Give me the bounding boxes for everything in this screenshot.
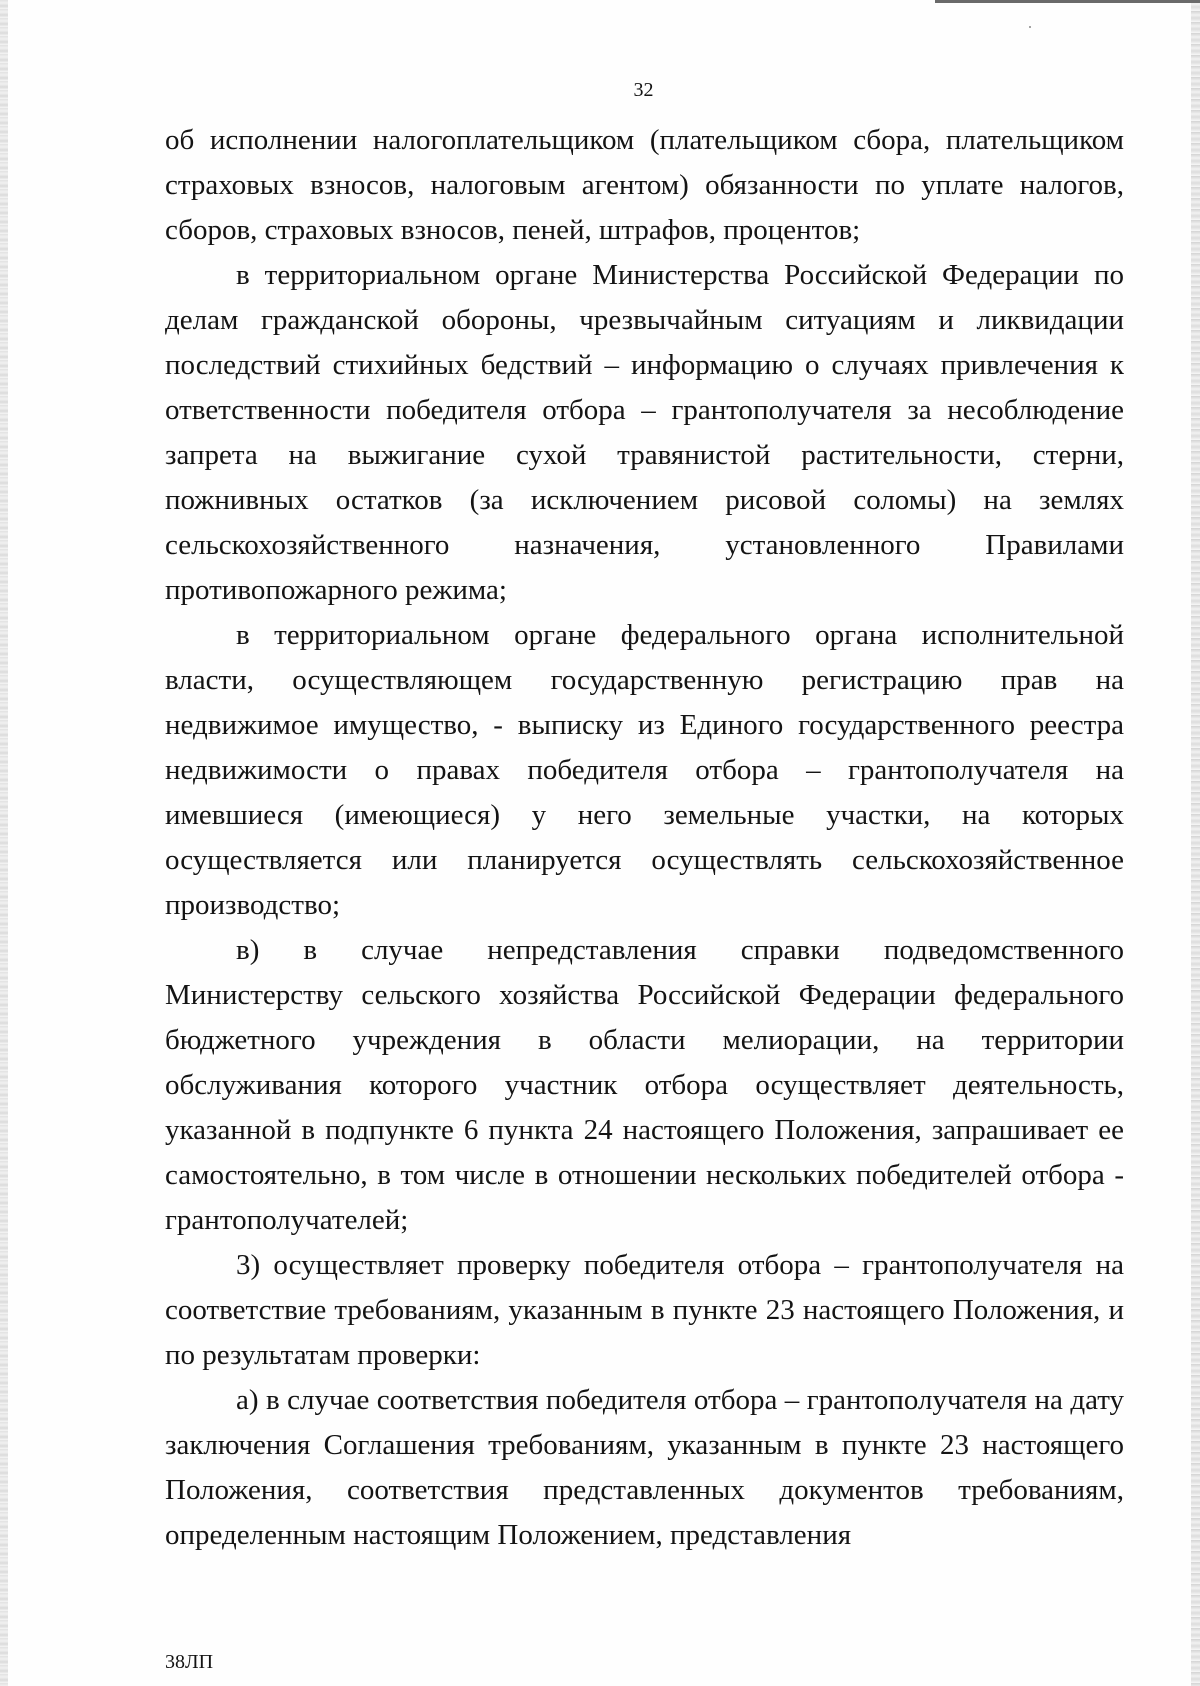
footer-code: 38ЛП [165,1651,214,1673]
paragraph-continuation: об исполнении налогоплательщиком (плательщиком сбора, плательщиком страховых взносов, налоговым агентом) обязанности по уплате налогов, сборов, страховых взносов, пеней, штрафов, процентов; [165,124,1124,246]
scan-speck [1029,26,1031,28]
paragraph-item-3: 3) осуществляет проверку победителя отбора – грантополучателя на соответствие требованиям, указанным в пункте 23 настоящего Положения, и по результатам проверки: [165,1249,1124,1371]
paragraph-emercom: в территориальном органе Министерства Российской Федерации по делам гражданской обороны, чрезвычайным ситуациям и ликвидации последствий стихийных бедствий – информацию о случаях привлечения к ответственности победителя отбора – грантополучателя за несоблюдение запрета на выжигание сухой травянистой растительности, стерни, пожнивных остатков (за исключением рисовой соломы) на землях сельскохозяйственного назначения, установленного Правилами противопожарного режима; [165,259,1124,606]
paragraph-item-a: а) в случае соответствия победителя отбора – грантополучателя на дату заключения Соглашения требованиям, указанным в пункте 23 настоящего Положения, соответствия представленных документов требованиям, определенным настоящим Положением, представления [165,1384,1124,1551]
scan-edge-right [1191,0,1200,1686]
paragraph-item-v: в) в случае непредставления справки подведомственного Министерству сельского хозяйства Российской Федерации федерального бюджетного учреждения в области мелиорации, на территории обслуживания которого участник отбора осуществляет деятельность, указанной в подпункте 6 пункта 24 настоящего Положения, запрашивает ее самостоятельно, в том числе в отношении нескольких победителей отбора - грантополучателей; [165,934,1124,1236]
paragraph-rosreestr: в территориальном органе федерального органа исполнительной власти, осуществляющем государственную регистрацию прав на недвижимое имущество, - выписку из Единого государственного реестра недвижимости о правах победителя отбора – грантополучателя на имевшиеся (имеющиеся) у него земельные участки, на которых осуществляется или планируется осуществлять сельскохозяйственное производство; [165,619,1124,921]
document-body [165,118,1124,1558]
page-number: 32 [633,79,654,101]
scan-edge-left [0,0,8,1686]
scan-edge-top [935,0,1200,3]
